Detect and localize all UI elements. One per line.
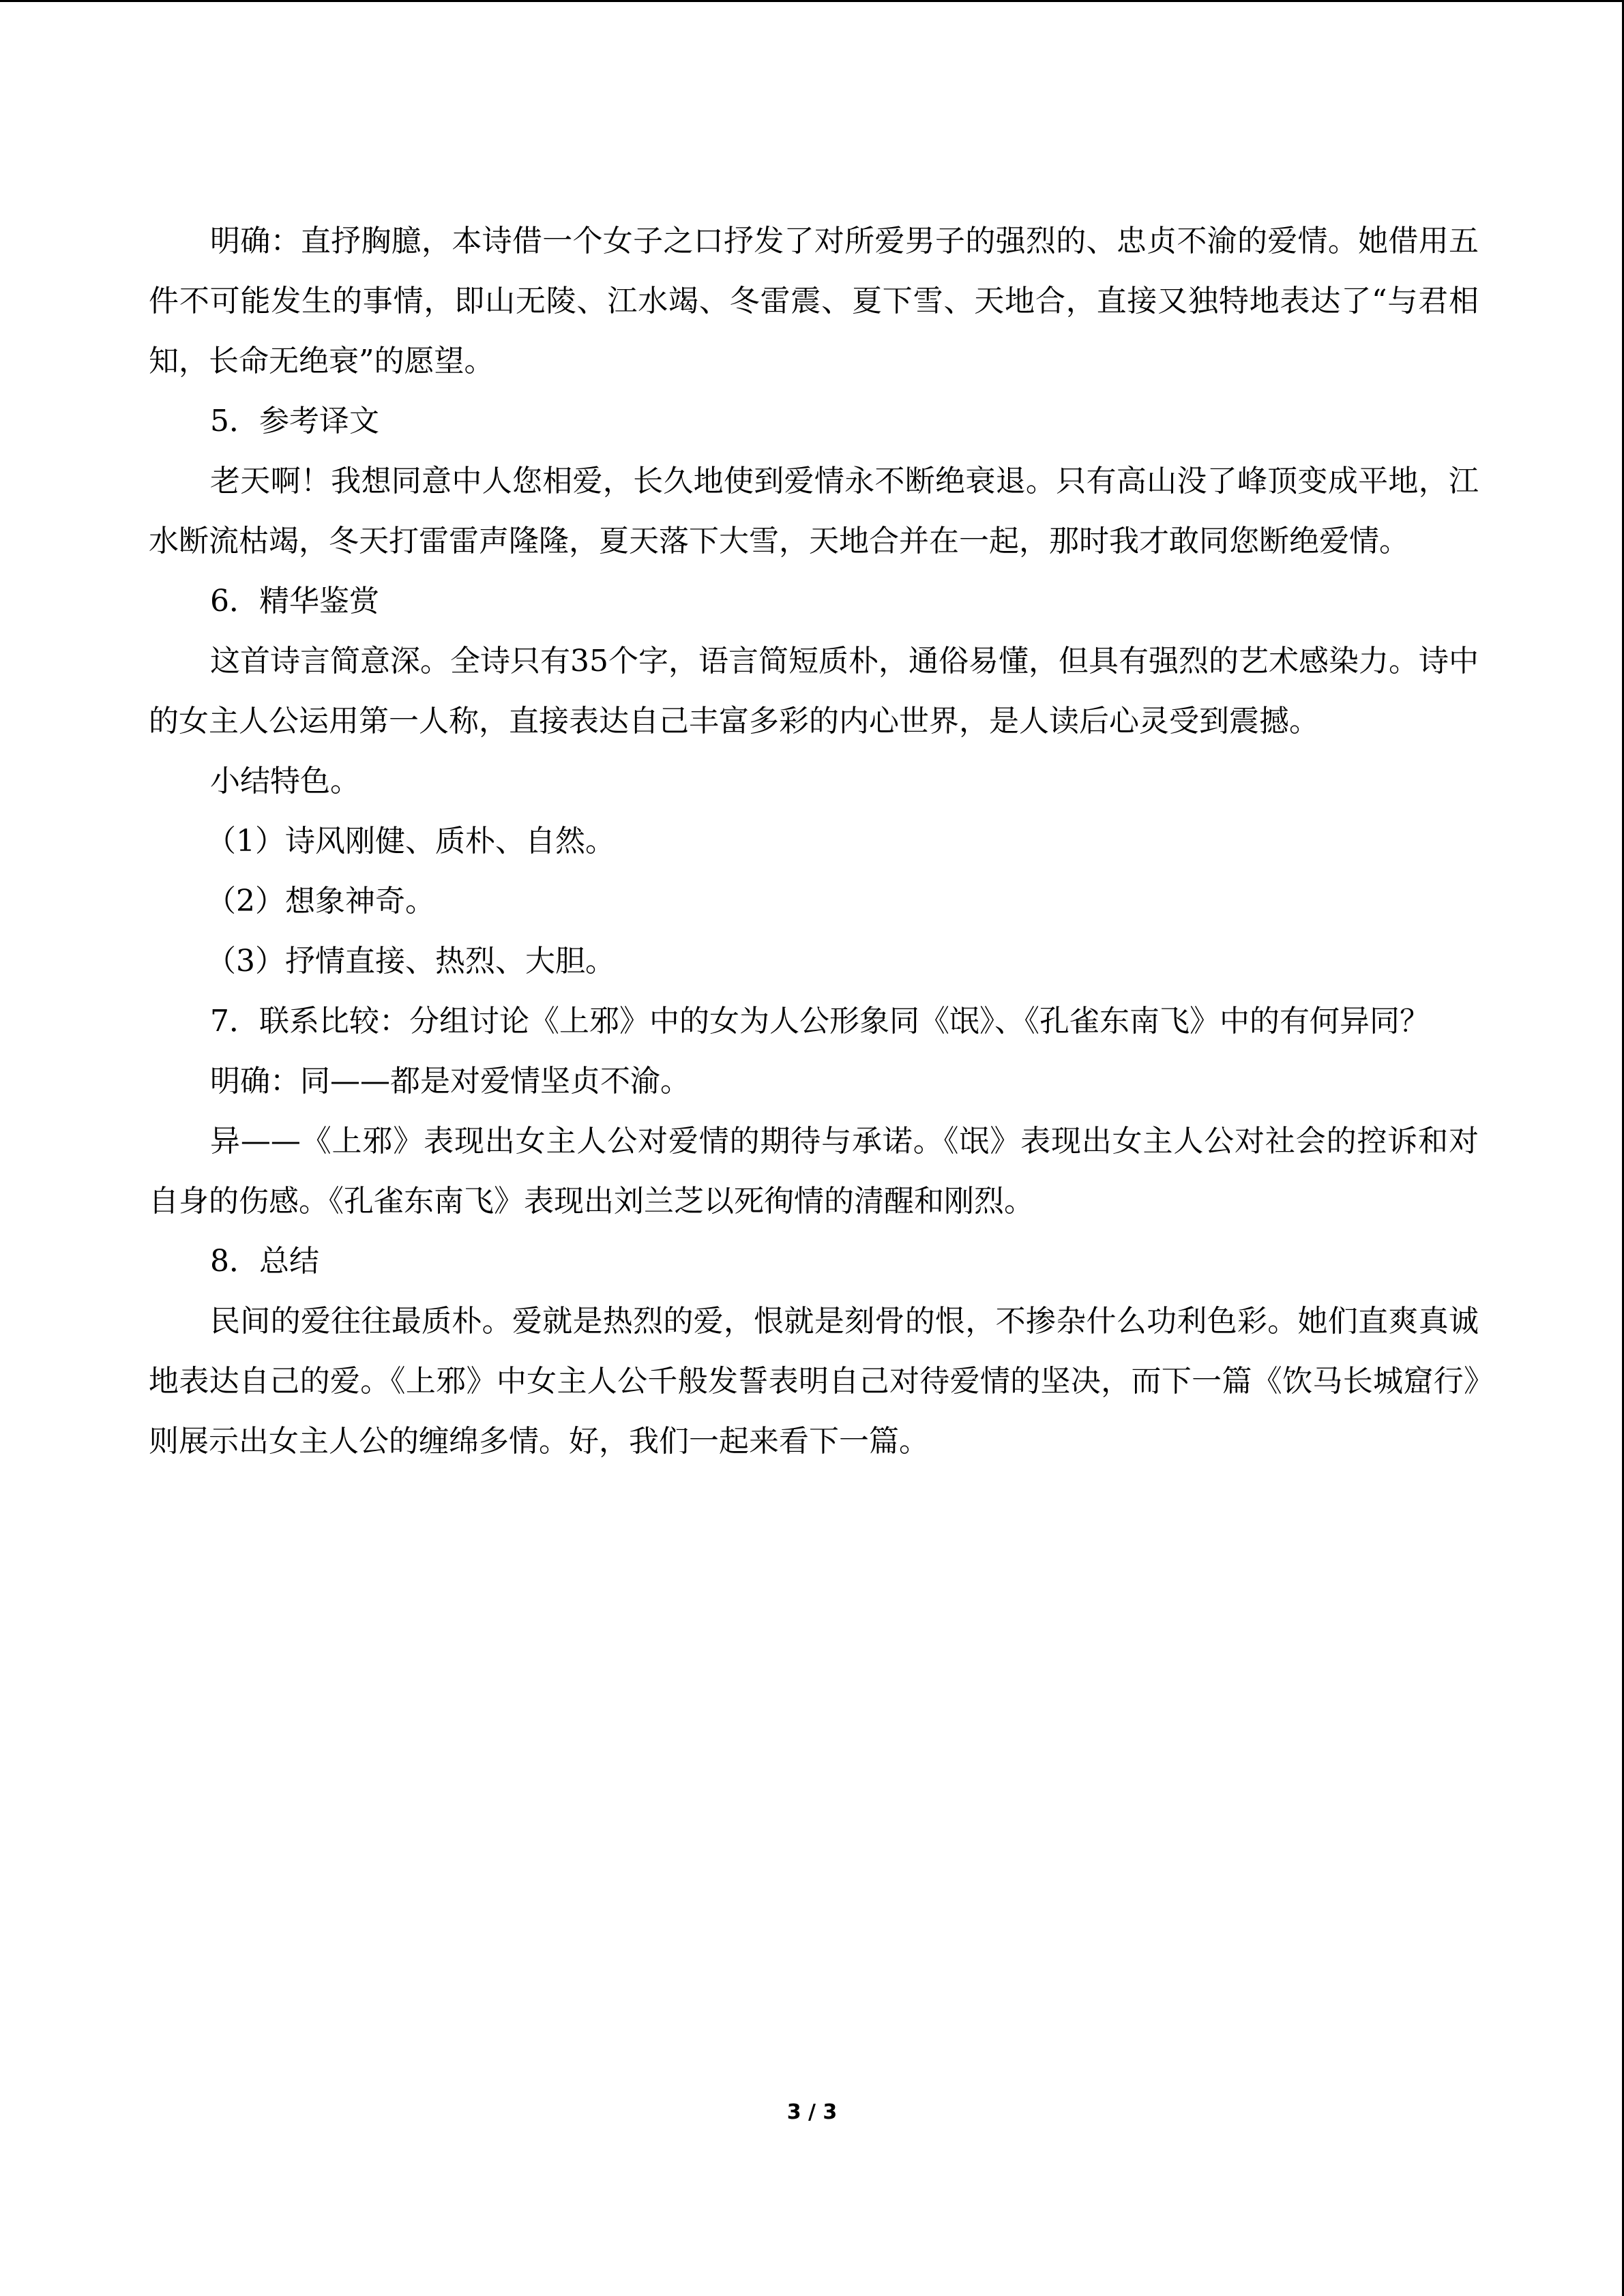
paragraph-appreciation: 这首诗言简意深。全诗只有35个字，语言简短质朴，通俗易懂，但具有强烈的艺术感染力。诗中的女主人公运用第一人称，直接表达自己丰富多彩的内心世界，是人读后心灵受到震撼。 bbox=[149, 644, 1479, 739]
section-heading-conclusion: 8．总结 bbox=[210, 1244, 319, 1279]
paragraph-conclusion: 民间的爱往往最质朴。爱就是热烈的爱，恨就是刻骨的恨，不掺杂什么功利色彩。她们直爽真诚地表达自己的爱。《上邪》中女主人公千般发誓表明自己对待爱情的坚决，而下一篇《饮马长城窟行》则展示出女主人公的缠绵多情。好，我们一起来看下一篇。 bbox=[149, 1304, 1479, 1459]
page-number: 3 / 3 bbox=[786, 2100, 838, 2124]
section-heading-comparison: 7．联系比较：分组讨论《上邪》中的女为人公形象同《氓》、《孔雀东南飞》中的有何异同？ bbox=[210, 1004, 1430, 1039]
paragraph-similarity: 明确：同——都是对爱情坚贞不渝。 bbox=[210, 1064, 690, 1099]
paragraph-summary-intro: 小结特色。 bbox=[210, 764, 360, 799]
paragraph-explanation: 明确：直抒胸臆，本诗借一个女子之口抒发了对所爱男子的强烈的、忠贞不渝的爱情。她借用五件不可能发生的事情，即山无陵、江水竭、冬雷震、夏下雪、天地合，直接又独特地表达了“与君相知，长命无绝衰”的愿望。 bbox=[149, 224, 1479, 378]
section-heading-translation: 5．参考译文 bbox=[210, 404, 379, 438]
paragraph-difference: 异——《上邪》表现出女主人公对爱情的期待与承诺。《氓》表现出女主人公对社会的控诉和对自身的伤感。《孔雀东南飞》表现出刘兰芝以死徇情的清醒和刚烈。 bbox=[149, 1124, 1479, 1219]
list-item-feature-2: （2）想象神奇。 bbox=[206, 884, 435, 919]
list-item-feature-3: （3）抒情直接、热烈、大胆。 bbox=[206, 944, 615, 979]
section-heading-appreciation: 6．精华鉴赏 bbox=[210, 584, 379, 618]
list-item-feature-1: （1）诗风刚健、质朴、自然。 bbox=[206, 824, 615, 859]
document-body bbox=[149, 211, 1479, 1472]
paragraph-translation: 老天啊！我想同意中人您相爱，长久地使到爱情永不断绝衰退。只有高山没了峰顶变成平地，江水断流枯竭，冬天打雷雷声隆隆，夏天落下大雪，天地合并在一起，那时我才敢同您断绝爱情。 bbox=[149, 464, 1479, 558]
